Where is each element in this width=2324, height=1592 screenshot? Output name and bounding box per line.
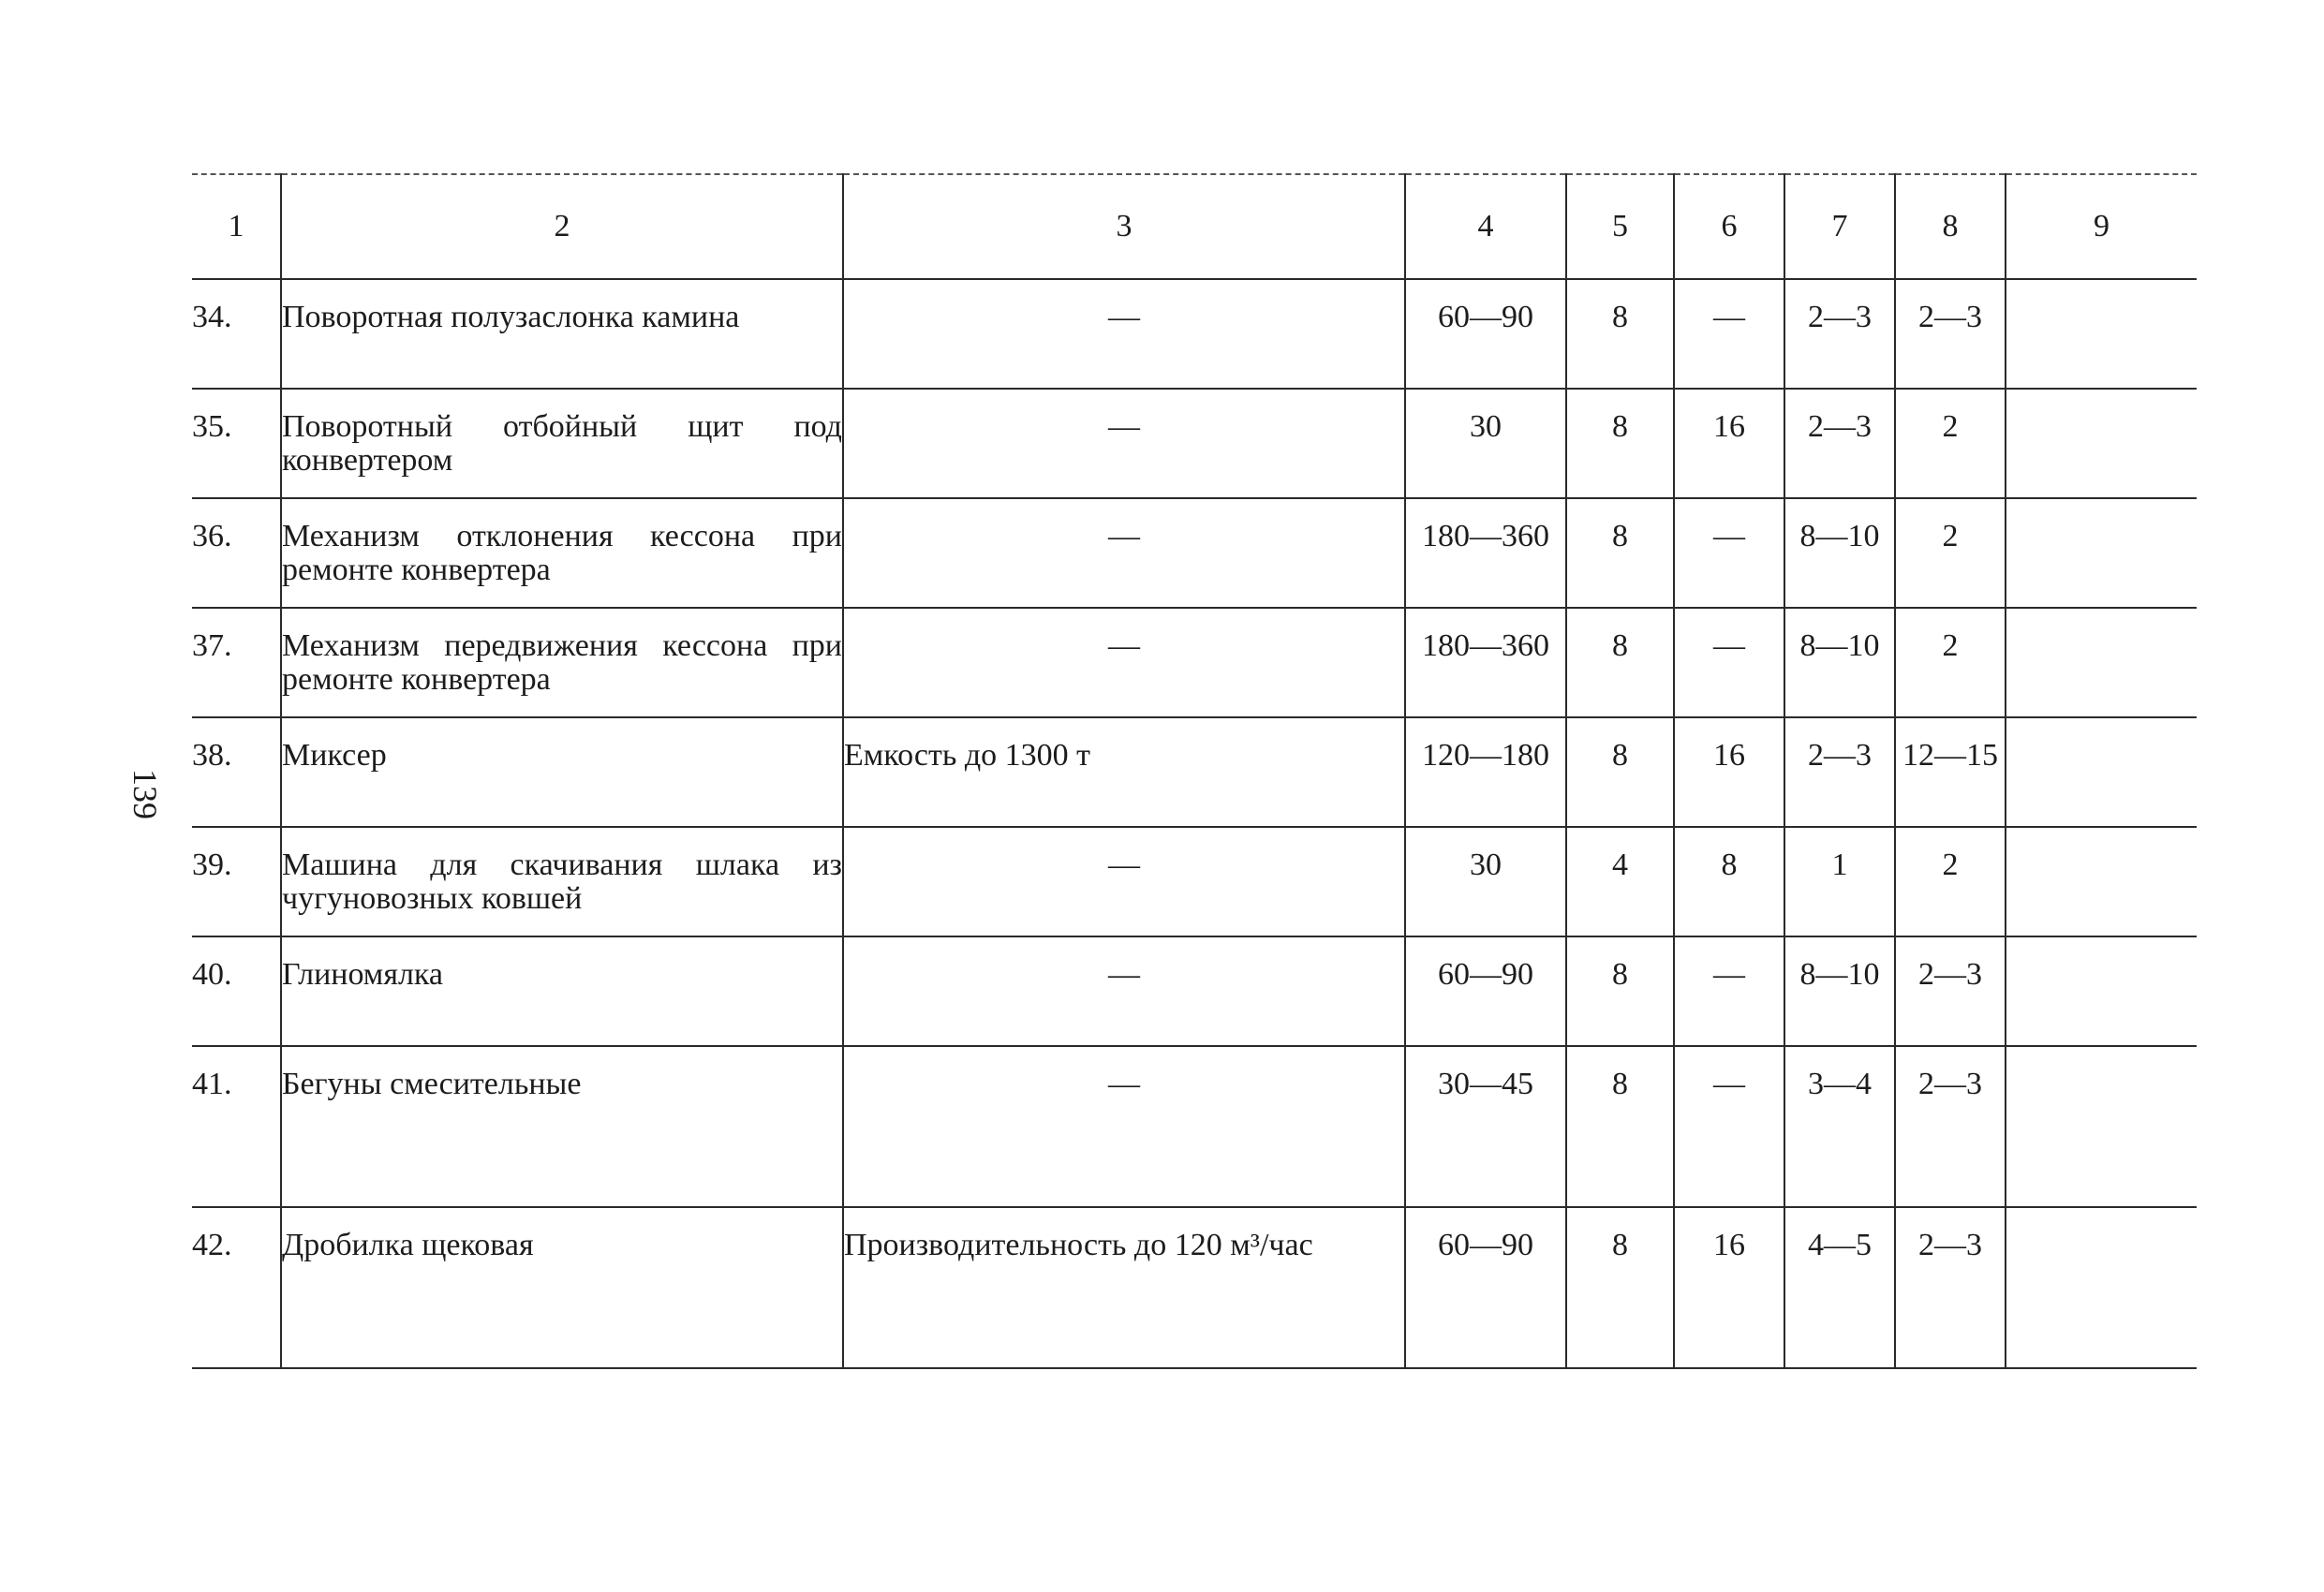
cell-col-6: — — [1674, 498, 1784, 608]
cell-col-8: 2—3 — [1895, 936, 2006, 1046]
cell-col-9 — [2006, 827, 2197, 936]
equipment-name: Глиномялка — [281, 936, 843, 1046]
cell-col-5: 4 — [1566, 827, 1674, 936]
cell-col-4: 180—360 — [1405, 608, 1566, 717]
cell-col-7: 2—3 — [1784, 389, 1895, 498]
cell-col-6: — — [1674, 279, 1784, 389]
cell-col-7: 4—5 — [1784, 1207, 1895, 1368]
header-col-7: 7 — [1784, 174, 1895, 279]
cell-col-8: 12—15 — [1895, 717, 2006, 827]
table-row — [192, 498, 2197, 608]
equipment-name: Механизм передвижения кессона при ремонте конвертера — [281, 608, 843, 717]
table-row — [192, 279, 2197, 389]
equipment-name: Миксер — [281, 717, 843, 827]
equipment-description: — — [843, 936, 1405, 1046]
table-row — [192, 1207, 2197, 1368]
equipment-name: Механизм отклонения кессона при ремонте конвертера — [281, 498, 843, 608]
cell-col-6: 8 — [1674, 827, 1784, 936]
cell-col-9 — [2006, 389, 2197, 498]
cell-col-5: 8 — [1566, 1046, 1674, 1207]
header-col-2: 2 — [281, 174, 843, 279]
header-col-3: 3 — [843, 174, 1405, 279]
equipment-description: — — [843, 498, 1405, 608]
row-number: 35. — [192, 389, 281, 498]
table-header — [192, 174, 2197, 279]
cell-col-5: 8 — [1566, 936, 1674, 1046]
equipment-description: — — [843, 389, 1405, 498]
cell-col-7: 2—3 — [1784, 717, 1895, 827]
header-col-5: 5 — [1566, 174, 1674, 279]
cell-col-4: 60—90 — [1405, 936, 1566, 1046]
cell-col-6: — — [1674, 936, 1784, 1046]
cell-col-6: 16 — [1674, 1207, 1784, 1368]
row-number: 37. — [192, 608, 281, 717]
cell-col-6: 16 — [1674, 389, 1784, 498]
header-row — [192, 174, 2197, 279]
cell-col-4: 180—360 — [1405, 498, 1566, 608]
cell-col-5: 8 — [1566, 279, 1674, 389]
equipment-description: Емкость до 1300 т — [843, 717, 1405, 827]
equipment-description: Производительность до 120 м³/час — [843, 1207, 1405, 1368]
cell-col-8: 2 — [1895, 608, 2006, 717]
table-row — [192, 936, 2197, 1046]
cell-col-7: 3—4 — [1784, 1046, 1895, 1207]
cell-col-9 — [2006, 1207, 2197, 1368]
cell-col-9 — [2006, 279, 2197, 389]
cell-col-8: 2 — [1895, 827, 2006, 936]
cell-col-4: 60—90 — [1405, 279, 1566, 389]
equipment-description: — — [843, 827, 1405, 936]
table-row — [192, 827, 2197, 936]
cell-col-5: 8 — [1566, 1207, 1674, 1368]
cell-col-8: 2—3 — [1895, 1046, 2006, 1207]
cell-col-9 — [2006, 608, 2197, 717]
equipment-description: — — [843, 1046, 1405, 1207]
row-number: 38. — [192, 717, 281, 827]
cell-col-6: 16 — [1674, 717, 1784, 827]
cell-col-9 — [2006, 1046, 2197, 1207]
cell-col-5: 8 — [1566, 717, 1674, 827]
cell-col-6: — — [1674, 1046, 1784, 1207]
row-number: 39. — [192, 827, 281, 936]
header-col-9: 9 — [2006, 174, 2197, 279]
cell-col-7: 8—10 — [1784, 498, 1895, 608]
header-col-1: 1 — [192, 174, 281, 279]
header-col-6: 6 — [1674, 174, 1784, 279]
equipment-name: Бегуны смесительные — [281, 1046, 843, 1207]
equipment-description: — — [843, 608, 1405, 717]
equipment-table — [192, 173, 2197, 1369]
table-row — [192, 717, 2197, 827]
header-col-8: 8 — [1895, 174, 2006, 279]
cell-col-4: 60—90 — [1405, 1207, 1566, 1368]
cell-col-4: 30—45 — [1405, 1046, 1566, 1207]
cell-col-4: 30 — [1405, 389, 1566, 498]
cell-col-7: 8—10 — [1784, 936, 1895, 1046]
cell-col-5: 8 — [1566, 498, 1674, 608]
cell-col-7: 8—10 — [1784, 608, 1895, 717]
header-col-4: 4 — [1405, 174, 1566, 279]
cell-col-7: 2—3 — [1784, 279, 1895, 389]
page-number: 139 — [126, 769, 164, 819]
cell-col-9 — [2006, 936, 2197, 1046]
cell-col-8: 2 — [1895, 389, 2006, 498]
cell-col-5: 8 — [1566, 608, 1674, 717]
cell-col-8: 2—3 — [1895, 1207, 2006, 1368]
equipment-name: Машина для скачивания шлака из чугуновозных ковшей — [281, 827, 843, 936]
cell-col-4: 120—180 — [1405, 717, 1566, 827]
row-number: 42. — [192, 1207, 281, 1368]
equipment-description: — — [843, 279, 1405, 389]
table-body — [192, 279, 2197, 1368]
equipment-name: Поворотный отбойный щит под конвертером — [281, 389, 843, 498]
table-row — [192, 1046, 2197, 1207]
row-number: 40. — [192, 936, 281, 1046]
cell-col-9 — [2006, 717, 2197, 827]
row-number: 41. — [192, 1046, 281, 1207]
cell-col-9 — [2006, 498, 2197, 608]
table-row — [192, 608, 2197, 717]
cell-col-8: 2 — [1895, 498, 2006, 608]
row-number: 34. — [192, 279, 281, 389]
table-row — [192, 389, 2197, 498]
cell-col-6: — — [1674, 608, 1784, 717]
row-number: 36. — [192, 498, 281, 608]
equipment-name: Дробилка щековая — [281, 1207, 843, 1368]
equipment-name: Поворотная полузаслонка камина — [281, 279, 843, 389]
cell-col-5: 8 — [1566, 389, 1674, 498]
cell-col-7: 1 — [1784, 827, 1895, 936]
cell-col-8: 2—3 — [1895, 279, 2006, 389]
cell-col-4: 30 — [1405, 827, 1566, 936]
